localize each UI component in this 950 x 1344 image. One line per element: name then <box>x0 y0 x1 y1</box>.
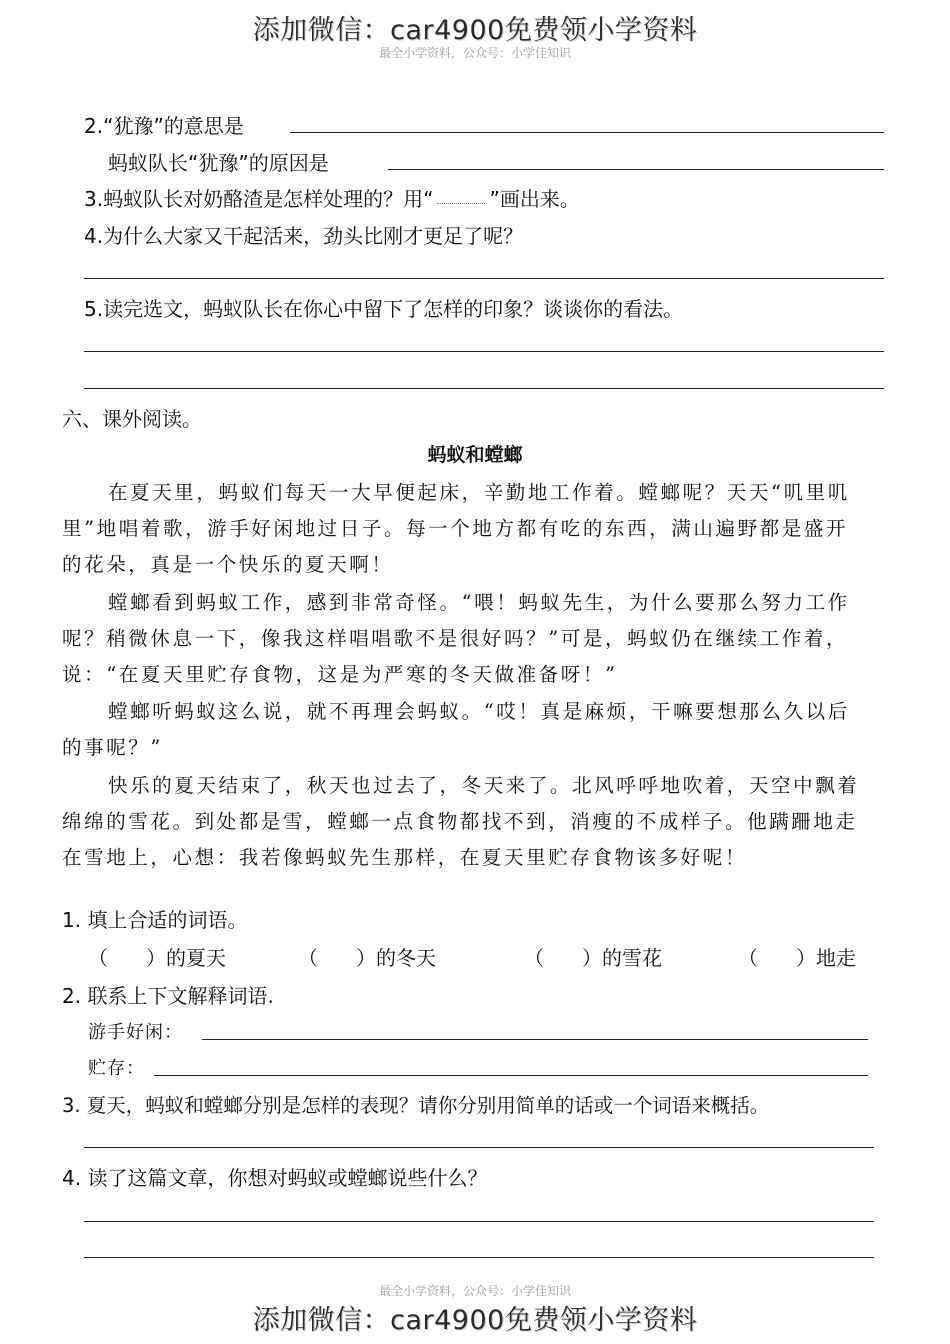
paren-open: （ <box>298 946 318 970</box>
paren-open: （ <box>88 946 108 970</box>
fill-blank-3[interactable] <box>524 942 662 971</box>
paren-open: （ <box>524 946 544 970</box>
question-3-post: ”画出来。 <box>489 187 580 211</box>
reading-question-2: 2. 联系上下文解释词语. <box>62 984 274 1008</box>
fill-blank-1[interactable] <box>88 942 226 971</box>
answer-line-5a[interactable] <box>84 351 884 352</box>
header-faint-text: 最全小学资料，公众号：小学佳知识 <box>378 46 571 60</box>
para2-line3: 说：“在夏天里贮存食物，这是为严寒的冬天做准备呀！” <box>62 663 618 686</box>
question-4: 4.为什么大家又干起活来，劲头比刚才更足了呢？ <box>84 224 524 248</box>
question-5: 5.读完选文，蚂蚁队长在你心中留下了怎样的印象？谈谈你的看法。 <box>84 297 684 321</box>
answer-line-4[interactable] <box>84 278 884 279</box>
answer-line-5b[interactable] <box>84 388 884 389</box>
wavy-underline-mark <box>437 193 485 204</box>
fill-blank-4[interactable] <box>738 942 856 971</box>
question-2a: 2.“犹豫”的意思是 <box>84 114 244 138</box>
fill-blank-2-label: 的冬天 <box>376 946 436 970</box>
para1-line3: 的花朵，真是一个快乐的夏天啊！ <box>62 553 394 576</box>
answer-line-q4a[interactable] <box>84 1221 874 1222</box>
para3-line2: 的事呢？” <box>62 736 163 759</box>
para4-line3: 在雪地上，心想：我若像蚂蚁先生那样，在夏天里贮存食物该多好呢！ <box>62 846 748 869</box>
answer-line-term1[interactable] <box>202 1039 868 1040</box>
answer-line-2b[interactable] <box>388 169 884 170</box>
answer-line-2a[interactable] <box>290 132 884 133</box>
para2-line2: 呢？稍微休息一下，像我这样唱唱歌不是很好吗？”可是，蚂蚁仍在继续工作着， <box>62 627 849 650</box>
para1-line1: 在夏天里，蚂蚁们每天一大早便起床，辛勤地工作着。螳螂呢？天天“叽里叽 <box>108 481 850 504</box>
answer-line-term2[interactable] <box>154 1075 868 1076</box>
paren-close: ） <box>796 946 816 970</box>
fill-blank-1-label: 的夏天 <box>166 946 226 970</box>
fill-blank-4-label: 地走 <box>816 946 856 970</box>
paren-open: （ <box>738 946 758 970</box>
fill-blank-3-label: 的雪花 <box>602 946 662 970</box>
watermark-bottom: 添加微信：car4900免费领小学资料 <box>252 1305 698 1336</box>
term-label-2: 贮存： <box>88 1058 145 1079</box>
question-3-pre: 3.蚂蚁队长对奶酪渣是怎样处理的？用“ <box>84 187 434 211</box>
para1-line2: 里”地唱着歌，游手好闲地过日子。每一个地方都有吃的东西，满山遍野都是盛开 <box>62 517 849 540</box>
para4-line2: 绵绵的雪花。到处都是雪，螳螂一点食物都找不到，消瘦的不成样子。他蹒跚地走 <box>62 810 858 833</box>
question-2b: 蚂蚁队长“犹豫”的原因是 <box>108 151 329 175</box>
fill-blank-2[interactable] <box>298 942 436 971</box>
paren-close: ） <box>356 946 376 970</box>
section-6-heading: 六、课外阅读。 <box>62 407 202 431</box>
answer-line-q4b[interactable] <box>84 1257 874 1258</box>
para2-line1: 螳螂看到蚂蚁工作，感到非常奇怪。“喂！蚂蚁先生，为什么要那么努力工作 <box>108 591 850 614</box>
reading-question-3: 3. 夏天，蚂蚁和螳螂分别是怎样的表现？请你分别用简单的话或一个词语来概括。 <box>62 1094 770 1117</box>
story-title: 蚂蚁和螳螂 <box>427 444 523 466</box>
footer-faint-text: 最全小学资料，公众号：小学佳知识 <box>378 1284 571 1298</box>
para3-line1: 螳螂听蚂蚁这么说，就不再理会蚂蚁。“哎！真是麻烦，干嘛要想那么久以后 <box>108 700 850 723</box>
term-label-1: 游手好闲： <box>88 1022 183 1043</box>
paren-close: ） <box>582 946 602 970</box>
answer-line-q3[interactable] <box>84 1147 874 1148</box>
para4-line1: 快乐的夏天结束了，秋天也过去了，冬天来了。北风呼呼地吹着，天空中飘着 <box>108 774 860 797</box>
reading-question-1: 1. 填上合适的词语。 <box>62 908 248 932</box>
paren-close: ） <box>146 946 166 970</box>
watermark-top: 添加微信：car4900免费领小学资料 <box>252 15 698 46</box>
question-3 <box>84 183 580 212</box>
reading-question-4: 4. 读了这篇文章，你想对蚂蚁或螳螂说些什么？ <box>62 1166 488 1190</box>
